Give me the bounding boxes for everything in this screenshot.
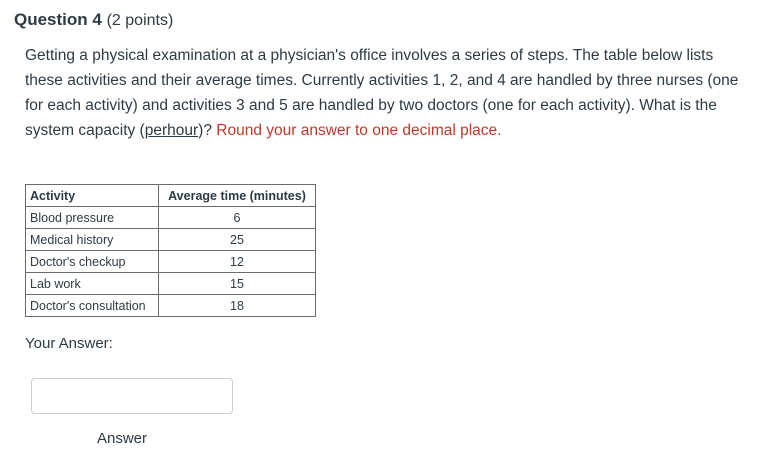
table-cell-time: 12 xyxy=(159,251,316,273)
question-body-line-3: 4 are handled by three nurses (one for each activity) and activities 3 and 5 are xyxy=(25,72,739,114)
table-row xyxy=(26,251,316,273)
question-body-line-4: handled by two doctors (one for each activity). What is the system capacity ( xyxy=(25,97,717,139)
table-cell-time: 15 xyxy=(159,273,316,295)
table-row xyxy=(26,229,316,251)
table-cell-activity: Blood pressure xyxy=(26,207,159,229)
question-body-line-1: Getting a physical examination at a physician's office involves a series of steps. The xyxy=(25,47,600,64)
table-header-average-time: Average time (minutes) xyxy=(159,185,316,207)
question-header xyxy=(14,10,173,30)
question-body-underline-hour: hour xyxy=(167,122,199,139)
question-body-line-5-post: )? xyxy=(198,122,217,139)
rounding-instruction: Round your answer to one decimal place. xyxy=(216,122,502,139)
table-cell-activity: Medical history xyxy=(26,229,159,251)
table-row xyxy=(26,295,316,317)
table-cell-activity: Lab work xyxy=(26,273,159,295)
table-header-activity: Activity xyxy=(26,185,159,207)
table-row xyxy=(26,273,316,295)
table-row xyxy=(26,207,316,229)
table-cell-activity: Doctor's checkup xyxy=(26,251,159,273)
question-title: Question 4 xyxy=(14,10,102,29)
question-points: (2 points) xyxy=(106,12,174,29)
answer-caption: Answer xyxy=(97,430,148,447)
table-cell-time: 25 xyxy=(159,229,316,251)
your-answer-label: Your Answer: xyxy=(25,335,113,352)
table-cell-activity: Doctor's consultation xyxy=(26,295,159,317)
table-cell-time: 6 xyxy=(159,207,316,229)
question-body-underline-per: per xyxy=(144,122,168,139)
table-cell-time: 18 xyxy=(159,295,316,317)
question-body xyxy=(25,43,751,143)
answer-input[interactable] xyxy=(31,378,233,414)
activity-table xyxy=(25,184,316,317)
question-body-line-2: table below lists these activities and their average times. Currently activities 1, 2, and xyxy=(25,47,714,89)
table-header-row xyxy=(26,185,316,207)
